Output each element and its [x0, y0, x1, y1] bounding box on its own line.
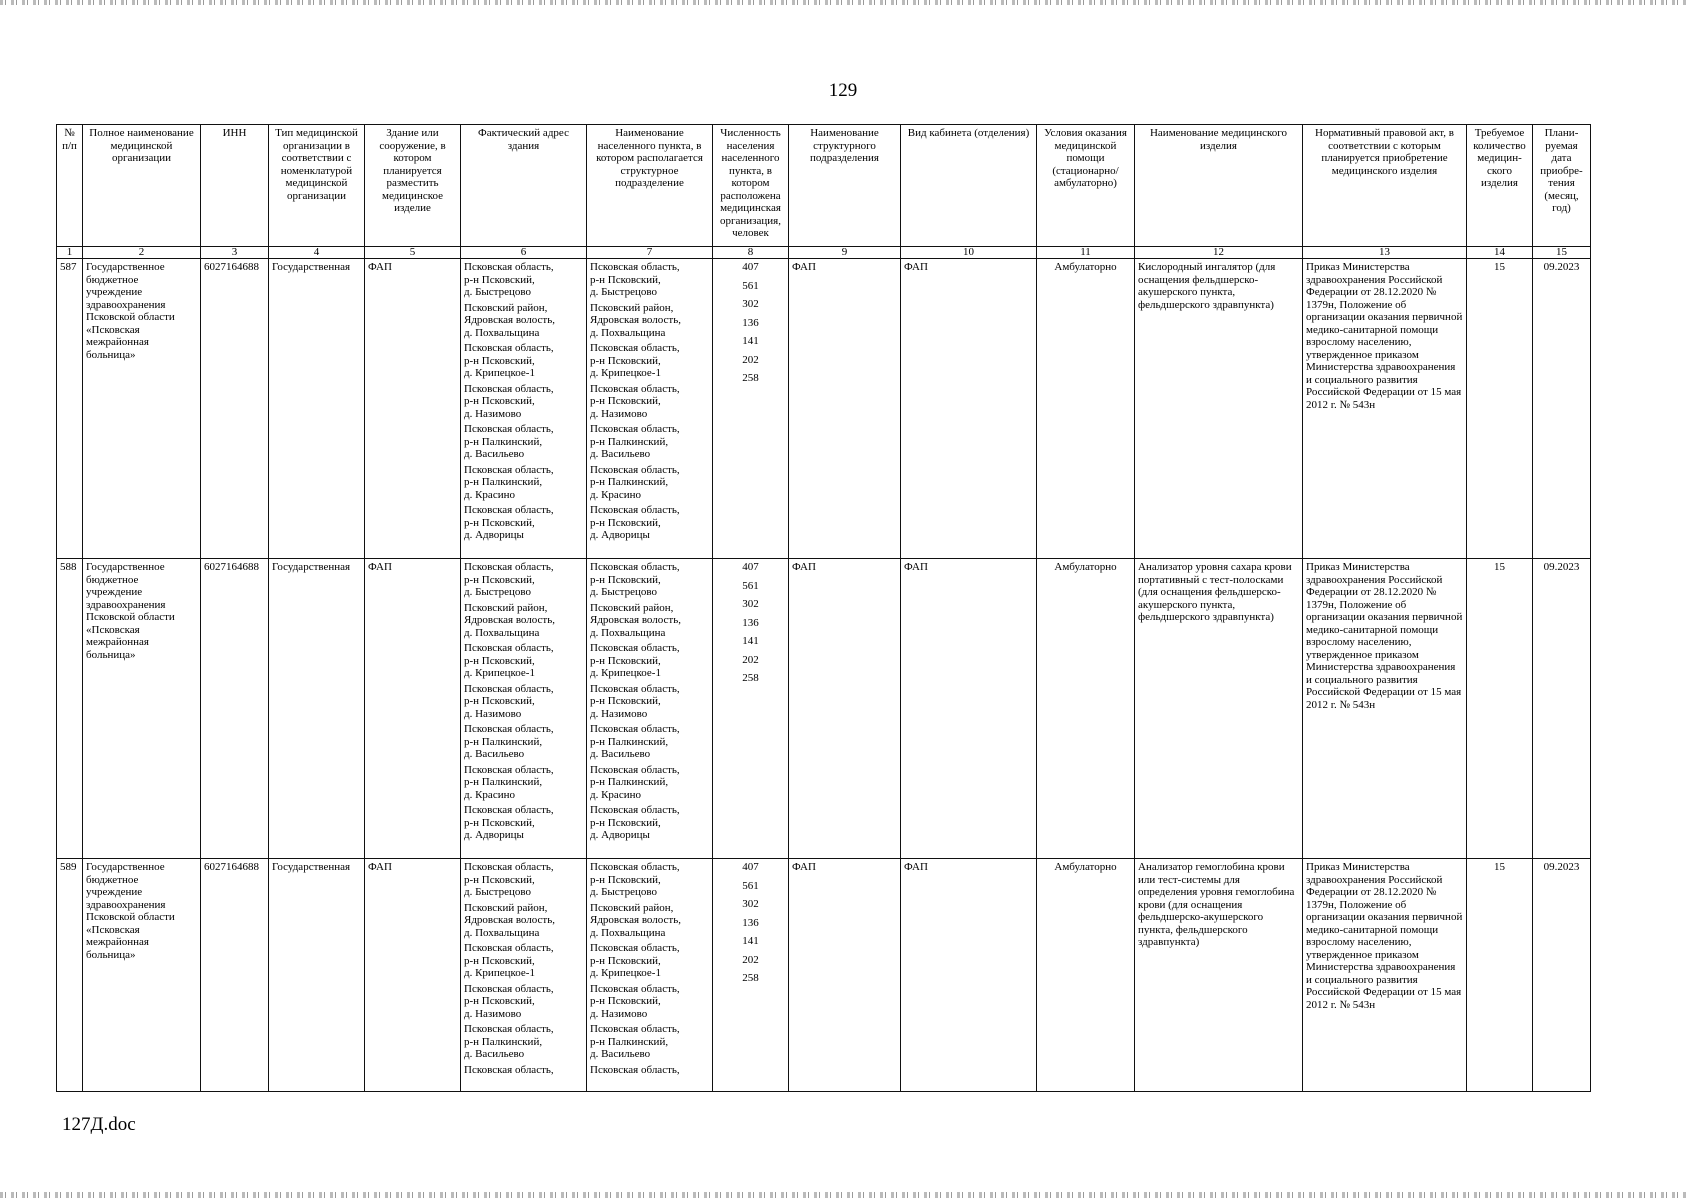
- date-cell: 09.2023: [1533, 559, 1591, 859]
- org-type-cell: Государственная: [269, 559, 365, 859]
- settlement-entry: Псковская область, р-н Палкинский, д. Красино: [590, 463, 680, 501]
- address-entry: Псковская область, р-н Палкинский, д. Красино: [464, 763, 554, 801]
- date-cell: 09.2023: [1533, 859, 1591, 1092]
- quantity-cell: 15: [1467, 559, 1533, 859]
- population-value: 258: [742, 672, 759, 684]
- settlement-entry: Псковская область, р-н Псковский, д. Крипецкое-1: [590, 342, 680, 379]
- population-value: 136: [742, 616, 759, 629]
- population-value: 561: [742, 579, 759, 592]
- settlement-cell: [587, 859, 713, 1092]
- org-name-cell: Государственное бюджетное учреждение здравоохранения Псковской области «Псковская межрайонная больница»: [83, 559, 201, 859]
- population-value: 407: [742, 561, 759, 573]
- population-value: 141: [742, 635, 759, 647]
- column-number: 15: [1533, 247, 1591, 259]
- header-cell: Полное наименование медицинской организации: [83, 125, 201, 247]
- settlement-entry: Псковская область, р-н Псковский, д. Крипецкое-1: [590, 942, 680, 979]
- header-cell: Наименование структурного подразделения: [789, 125, 901, 247]
- column-number: 6: [461, 247, 587, 259]
- org-name-cell: Государственное бюджетное учреждение здравоохранения Псковской области «Псковская межрайонная больница»: [83, 859, 201, 1092]
- column-number: 8: [713, 247, 789, 259]
- unit-cell: ФАП: [789, 859, 901, 1092]
- address-entry: Псковская область, р-н Псковский, д. Крипецкое-1: [464, 642, 554, 679]
- population-value: 202: [742, 953, 759, 966]
- footer-filename: 127Д.doc: [62, 1114, 136, 1135]
- settlement-entry: Псковская область, р-н Палкинский, д. Васильево: [590, 723, 680, 760]
- building-cell: ФАП: [365, 259, 461, 559]
- unit-cell: ФАП: [789, 259, 901, 559]
- row-number: 587: [57, 259, 83, 559]
- population-value: 407: [742, 261, 759, 273]
- settlement-entry: Псковская область, р-н Палкинский, д. Васильево: [590, 1023, 680, 1060]
- device-cell: Кислородный ингалятор (для оснащения фельдшерско-акушерского пункта, фельдшерского здравпункта): [1135, 259, 1303, 559]
- conditions-cell: Амбулаторно: [1037, 559, 1135, 859]
- header-cell: Условия оказания медицинской помощи (стационарно/ амбулаторно): [1037, 125, 1135, 247]
- header-cell: Нормативный правовой акт, в соответствии с которым планируется приобретение медицинского изделия: [1303, 125, 1467, 247]
- building-cell: ФАП: [365, 859, 461, 1092]
- population-value: 302: [742, 598, 759, 610]
- column-number: 2: [83, 247, 201, 259]
- population-value: 561: [742, 879, 759, 892]
- header-cell: Тип медицинской организации в соответствии с номенклатурой медицинской организации: [269, 125, 365, 247]
- legal-act-cell: Приказ Министерства здравоохранения Российской Федерации от 28.12.2020 № 1379н, Положение об организации оказания первичной медико-санитарной помощи взрослому населению, утвержденное приказом Министерства здравоохранения и социального развития Российской Федерации от 15 мая 2012 г. № 543н: [1303, 859, 1467, 1092]
- population-value: 141: [742, 935, 759, 947]
- address-entry: Псковская область, р-н Псковский, д. Назимово: [464, 982, 554, 1020]
- header-cell: Численность населения населенного пункта, в котором расположена медицинская организация, человек: [713, 125, 789, 247]
- date-cell: 09.2023: [1533, 259, 1591, 559]
- device-cell: Анализатор уровня сахара крови портативный с тест-полосками (для оснащения фельдшерско-акушерского пункта, фельдшерского здравпункта): [1135, 559, 1303, 859]
- population-value: 136: [742, 316, 759, 329]
- header-cell: Наименование медицинского изделия: [1135, 125, 1303, 247]
- cabinet-cell: ФАП: [901, 259, 1037, 559]
- inn-cell: 6027164688: [201, 559, 269, 859]
- conditions-cell: Амбулаторно: [1037, 259, 1135, 559]
- population-value: 202: [742, 653, 759, 666]
- address-entry: Псковская область, р-н Псковский, д. Крипецкое-1: [464, 942, 554, 979]
- address-entry: Псковская область, р-н Палкинский, д. Васильево: [464, 1023, 554, 1060]
- cabinet-cell: ФАП: [901, 559, 1037, 859]
- population-value: 141: [742, 335, 759, 347]
- settlement-cell: [587, 259, 713, 559]
- header-cell: Фактический адрес здания: [461, 125, 587, 247]
- table-row: [57, 859, 1591, 1092]
- column-number: 14: [1467, 247, 1533, 259]
- device-cell: Анализатор гемоглобина крови или тест-системы для определения уровня гемоглобина крови (для оснащения фельдшерско-акушерского пункта, фельдшерского здравпункта): [1135, 859, 1303, 1092]
- quantity-cell: 15: [1467, 859, 1533, 1092]
- address-entry: Псковская область, р-н Палкинский, д. Красино: [464, 463, 554, 501]
- unit-cell: ФАП: [789, 559, 901, 859]
- scan-edge-bottom: [0, 1192, 1686, 1198]
- column-number-row: [57, 247, 1591, 259]
- header-cell: Требуемое количество медицин-ского изделия: [1467, 125, 1533, 247]
- column-number: 11: [1037, 247, 1135, 259]
- address-entry: Псковская область, р-н Псковский, д. Крипецкое-1: [464, 342, 554, 379]
- population-cell: [713, 859, 789, 1092]
- settlement-entry: Псковская область, р-н Псковский, д. Крипецкое-1: [590, 642, 680, 679]
- settlement-entry: Псковская область, р-н Псковский, д. Назимово: [590, 982, 680, 1020]
- org-type-cell: Государственная: [269, 859, 365, 1092]
- population-value: 407: [742, 861, 759, 873]
- address-entry: Псковская область, р-н Палкинский, д. Васильево: [464, 723, 554, 760]
- column-number: 10: [901, 247, 1037, 259]
- address-entry: Псковская область, р-н Псковский, д. Быстрецово: [464, 861, 554, 898]
- address-entry: Псковский район, Ядровская волость, д. Похвальщина: [464, 901, 556, 939]
- settlement-entry: Псковский район, Ядровская волость, д. Похвальщина: [590, 901, 682, 939]
- table-row: [57, 559, 1591, 859]
- population-value: 258: [742, 372, 759, 384]
- column-number: 3: [201, 247, 269, 259]
- address-entry: Псковская область, р-н Псковский, д. Назимово: [464, 382, 554, 420]
- header-cell: Наименование населенного пункта, в котором располагается структурное подразделение: [587, 125, 713, 247]
- address-entry: Псковская область, р-н Псковский, д. Адворицы: [464, 504, 554, 541]
- settlement-entry: Псковский район, Ядровская волость, д. Похвальщина: [590, 301, 682, 339]
- inn-cell: 6027164688: [201, 259, 269, 559]
- column-number: 9: [789, 247, 901, 259]
- address-cell: [461, 259, 587, 559]
- settlement-entry: Псковская область, р-н Псковский, д. Быстрецово: [590, 561, 680, 598]
- population-cell: [713, 559, 789, 859]
- population-value: 202: [742, 353, 759, 366]
- settlement-entry: Псковская область, р-н Псковский, д. Быстрецово: [590, 261, 680, 298]
- settlement-cell: [587, 559, 713, 859]
- address-entry: Псковская область, р-н Палкинский, д. Васильево: [464, 423, 554, 460]
- settlement-entry: Псковская область, р-н Палкинский, д. Васильево: [590, 423, 680, 460]
- settlement-entry: Псковская область, р-н Псковский, д. Адворицы: [590, 504, 680, 541]
- settlement-entry: Псковская область, р-н Псковский, д. Назимово: [590, 382, 680, 420]
- address-entry: Псковская область, р-н Псковский, д. Быстрецово: [464, 561, 554, 598]
- conditions-cell: Амбулаторно: [1037, 859, 1135, 1092]
- page-number: 129: [828, 80, 858, 101]
- column-number: 1: [57, 247, 83, 259]
- population-value: 136: [742, 916, 759, 929]
- column-number: 5: [365, 247, 461, 259]
- quantity-cell: 15: [1467, 259, 1533, 559]
- legal-act-cell: Приказ Министерства здравоохранения Российской Федерации от 28.12.2020 № 1379н, Положение об организации оказания первичной медико-санитарной помощи взрослому населению, утвержденное приказом Министерства здравоохранения и социального развития Российской Федерации от 15 мая 2012 г. № 543н: [1303, 259, 1467, 559]
- address-cell: [461, 859, 587, 1092]
- address-entry: Псковская область, р-н Псковский, д. Адворицы: [464, 804, 554, 841]
- column-number: 13: [1303, 247, 1467, 259]
- org-type-cell: Государственная: [269, 259, 365, 559]
- header-row: [57, 125, 1591, 247]
- cabinet-cell: ФАП: [901, 859, 1037, 1092]
- header-cell: Плани-руемая дата приобре-тения (месяц, год): [1533, 125, 1591, 247]
- equipment-table: [56, 124, 1591, 1092]
- row-number: 588: [57, 559, 83, 859]
- population-cell: [713, 259, 789, 559]
- population-value: 302: [742, 898, 759, 910]
- scan-edge-top: [0, 0, 1686, 5]
- address-entry: Псковская область, р-н Псковский, д. Назимово: [464, 682, 554, 720]
- settlement-entry: Псковский район, Ядровская волость, д. Похвальщина: [590, 601, 682, 639]
- settlement-entry: Псковская область, р-н Псковский, д. Адворицы: [590, 804, 680, 841]
- settlement-entry: Псковская область, р-н Палкинский, д. Красино: [590, 763, 680, 801]
- address-entry: Псковский район, Ядровская волость, д. Похвальщина: [464, 301, 556, 339]
- population-value: 258: [742, 972, 759, 984]
- legal-act-cell: Приказ Министерства здравоохранения Российской Федерации от 28.12.2020 № 1379н, Положение об организации оказания первичной медико-санитарной помощи взрослому населению, утвержденное приказом Министерства здравоохранения и социального развития Российской Федерации от 15 мая 2012 г. № 543н: [1303, 559, 1467, 859]
- column-number: 7: [587, 247, 713, 259]
- settlement-entry: Псковская область,: [590, 1063, 680, 1076]
- row-number: 589: [57, 859, 83, 1092]
- column-number: 4: [269, 247, 365, 259]
- building-cell: ФАП: [365, 559, 461, 859]
- address-entry: Псковская область,: [464, 1063, 554, 1076]
- address-entry: Псковский район, Ядровская волость, д. Похвальщина: [464, 601, 556, 639]
- population-value: 302: [742, 298, 759, 310]
- header-cell: Здание или сооружение, в котором планируется разместить медицинское изделие: [365, 125, 461, 247]
- inn-cell: 6027164688: [201, 859, 269, 1092]
- address-entry: Псковская область, р-н Псковский, д. Быстрецово: [464, 261, 554, 298]
- column-number: 12: [1135, 247, 1303, 259]
- population-value: 561: [742, 279, 759, 292]
- org-name-cell: Государственное бюджетное учреждение здравоохранения Псковской области «Псковская межрайонная больница»: [83, 259, 201, 559]
- header-cell: № п/п: [57, 125, 83, 247]
- address-cell: [461, 559, 587, 859]
- header-cell: Вид кабинета (отделения): [901, 125, 1037, 247]
- settlement-entry: Псковская область, р-н Псковский, д. Назимово: [590, 682, 680, 720]
- table-row: [57, 259, 1591, 559]
- header-cell: ИНН: [201, 125, 269, 247]
- settlement-entry: Псковская область, р-н Псковский, д. Быстрецово: [590, 861, 680, 898]
